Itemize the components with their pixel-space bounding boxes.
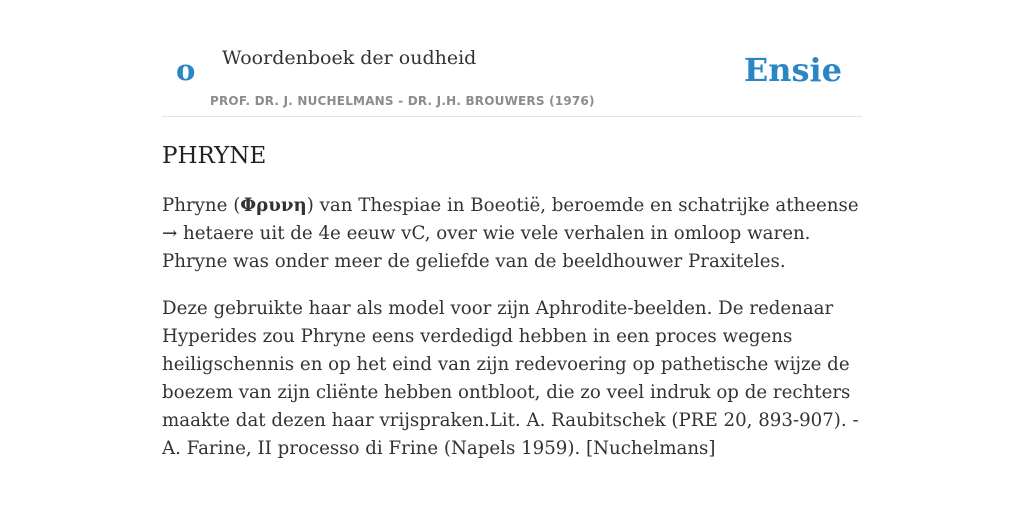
book-title-link[interactable]: Woordenboek der oudheid (222, 47, 477, 69)
entry-name: Phryne (162, 195, 228, 216)
paren-open: ( (227, 195, 241, 216)
book-header (162, 0, 862, 117)
book-authors: PROF. DR. J. NUCHELMANS - DR. J.H. BROUWERS (1976) (210, 94, 595, 108)
cross-reference-arrow-link[interactable]: → (162, 223, 178, 244)
page-container (162, 0, 862, 463)
ensie-logo-link[interactable]: Ensie (743, 51, 842, 89)
entry-title: PHRYNE (162, 143, 267, 169)
entry-paragraph-2: Deze gebruikte haar als model voor zijn Aphrodite-beelden. De redenaar Hyperides zou Phryne eens verdedigd hebben in een proces wegens heiligschennis en op het eind van zijn redevoering op pathetische wijze de boezem van zijn cliënte hebben ontbloot, die zo veel indruk op de rechters maakte dat dezen haar vrijspraken.Lit. A. Raubitschek (PRE 20, 893-907). - A. Farine, II processo di Frine (Napels 1959). [Nuchelmans] (162, 298, 859, 459)
letter-index-link[interactable]: o (176, 53, 196, 87)
entry-paragraph-1 (162, 192, 862, 276)
entry-text-1b: hetaere uit de 4e eeuw vC, over wie vele verhalen in omloop waren. Phryne was onder meer de geliefde van de beeldhouwer Praxiteles. (162, 223, 811, 272)
entry-text-1a: ) van Thespiae in Boeotië, beroemde en schatrijke atheense (306, 195, 859, 216)
greek-name: Φρυνη (240, 195, 307, 216)
